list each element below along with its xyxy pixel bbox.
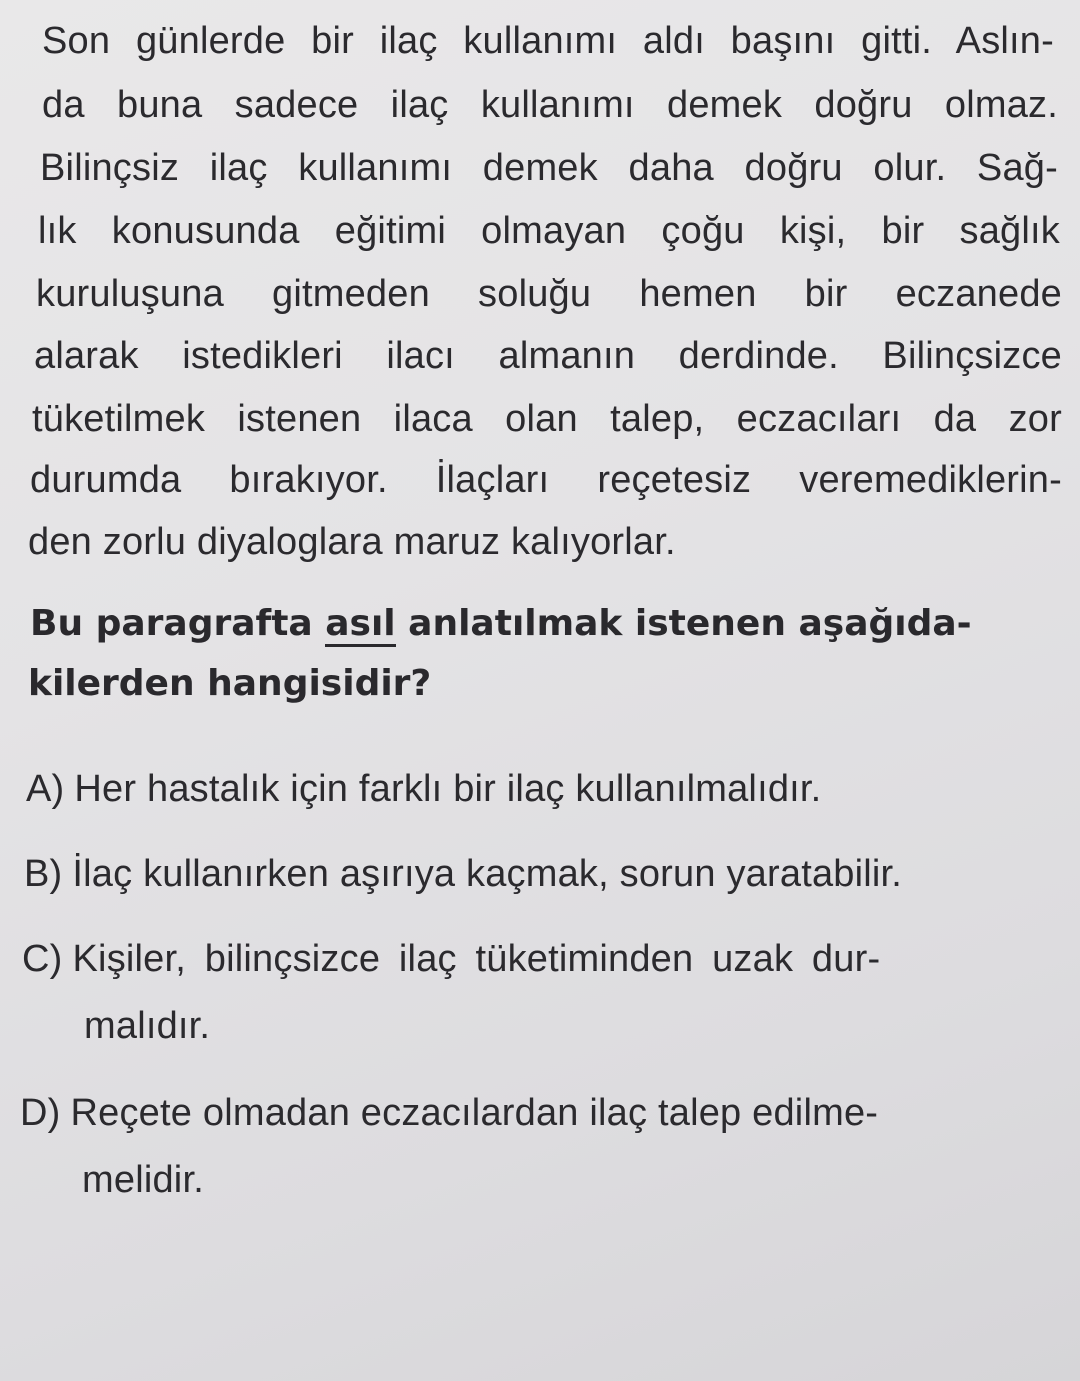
option-letter: B) xyxy=(24,853,63,895)
option-d-line xyxy=(20,1090,878,1136)
option-text: Reçete olmadan eczacılardan ilaç talep edilme- xyxy=(70,1092,879,1134)
passage-line: Son günlerde bir ilaç kullanımı aldı başını gitti. Aslın- xyxy=(42,20,1054,62)
passage-line: Bilinçsiz ilaç kullanımı demek daha doğru olur. Sağ- xyxy=(40,147,1058,189)
option-c-line xyxy=(22,936,1062,982)
question-line xyxy=(30,598,1058,650)
option-text: Her hastalık için farklı bir ilaç kullanılmalıdır. xyxy=(74,768,822,810)
question-text-end: anlatılmak istenen aşağıda- xyxy=(395,603,972,644)
passage-line: kuruluşuna gitmeden soluğu hemen bir eczanede xyxy=(36,273,1062,315)
option-letter: D) xyxy=(20,1092,61,1134)
option-text: Kişiler, bilinçsizce ilaç tüketiminden uzak dur- xyxy=(72,938,881,980)
option-a-line xyxy=(26,766,821,812)
option-c-continuation: malıdır. xyxy=(84,1005,211,1047)
passage-line: lık konusunda eğitimi olmayan çoğu kişi, bir sağlık xyxy=(38,210,1060,252)
option-d-continuation: melidir. xyxy=(82,1159,204,1201)
passage-line: durumda bırakıyor. İlaçları reçetesiz veremediklerin- xyxy=(30,459,1062,501)
question-text-start: Bu paragrafta xyxy=(30,603,326,644)
passage-line: den zorlu diyaloglara maruz kalıyorlar. xyxy=(28,521,676,563)
option-letter: C) xyxy=(22,938,63,980)
passage-line: alarak istedikleri ilacı almanın derdinde. Bilinçsizce xyxy=(34,335,1062,377)
passage-line: da buna sadece ilaç kullanımı demek doğru olmaz. xyxy=(42,84,1058,126)
question-line: kilerden hangisidir? xyxy=(28,663,432,704)
option-letter: A) xyxy=(26,768,65,810)
question-emphasis: asıl xyxy=(325,603,395,647)
option-text: İlaç kullanırken aşırıya kaçmak, sorun yaratabilir. xyxy=(72,853,903,895)
option-b-line xyxy=(24,851,902,897)
passage-line: tüketilmek istenen ilaca olan talep, eczacıları da zor xyxy=(32,398,1062,440)
